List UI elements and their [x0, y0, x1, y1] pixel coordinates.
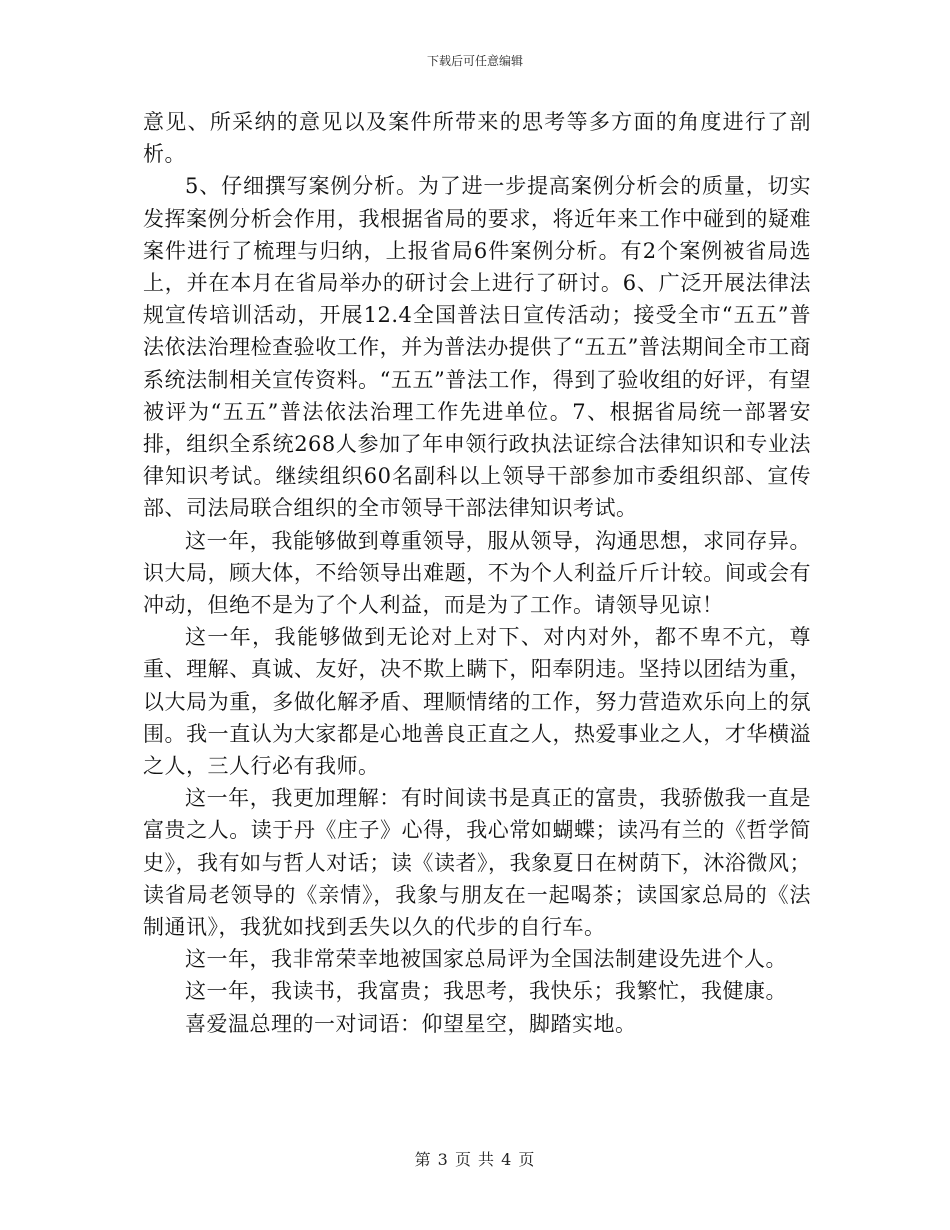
paragraph-honor: 这一年，我非常荣幸地被国家总局评为全国法制建设先进个人。: [185, 947, 787, 972]
document-body: [143, 106, 811, 1040]
paragraph-quote: 喜爱温总理的一对词语：仰望星空，脚踏实地。: [185, 1011, 637, 1036]
page-number-footer: 第 3 页 共 4 页: [414, 1150, 536, 1169]
paragraph-summary: 这一年，我读书，我富贵；我思考，我快乐；我繁忙，我健康。: [185, 979, 787, 1004]
paragraph-reading: 这一年，我更加理解：有时间读书是真正的富贵，我骄傲我一直是富贵之人。读于丹《庄子》心得，我心常如蝴蝶；读冯有兰的《哲学简史》，我有如与哲人对话；读《读者》，我象夏日在树荫下，沐浴微风；读省局老领导的《亲情》，我象与朋友在一起喝茶；读国家总局的《法制通讯》，我犹如找到丢失以久的代步的自行车。: [143, 786, 811, 940]
paragraph-case-analysis: 5、仔细撰写案例分析。为了进一步提高案例分析会的质量，切实发挥案例分析会作用，我根据省局的要求，将近年来工作中碰到的疑难案件进行了梳理与归纳，上报省局6件案例分析。有2个案例被省局选上，并在本月在省局举办的研讨会上进行了研讨。6、广泛开展法律法规宣传培训活动，开展12.4全国普法日宣传活动；接受全市“五五”普法依法治理检查验收工作，并为普法办提供了“五五”普法期间全市工商系统法制相关宣传资料。“五五”普法工作，得到了验收组的好评，有望被评为“五五”普法依法治理工作先进单位。7、根据省局统一部署安排，组织全系统268人参加了年申领行政执法证综合法律知识和专业法律知识考试。继续组织60名副科以上领导干部参加市委组织部、宣传部、司法局联合组织的全市领导干部法律知识考试。: [143, 174, 811, 521]
paragraph-continuation: 意见、所采纳的意见以及案件所带来的思考等多方面的角度进行了剖析。: [143, 110, 811, 167]
paragraph-colleagues: 这一年，我能够做到无论对上对下、对内对外，都不卑不亢，尊重、理解、真诚、友好，决不欺上瞒下，阳奉阴违。坚持以团结为重，以大局为重，多做化解矛盾、理顺情绪的工作，努力营造欢乐向上的氛围。我一直认为大家都是心地善良正直之人，热爱事业之人，才华横溢之人，三人行必有我师。: [143, 625, 811, 779]
paragraph-respect-leaders: 这一年，我能够做到尊重领导，服从领导，沟通思想，求同存异。识大局，顾大体，不给领导出难题，不为个人利益斤斤计较。间或会有冲动，但绝不是为了个人利益，而是为了工作。请领导见谅！: [143, 528, 811, 618]
page-header: 下载后可任意编辑: [426, 54, 523, 68]
